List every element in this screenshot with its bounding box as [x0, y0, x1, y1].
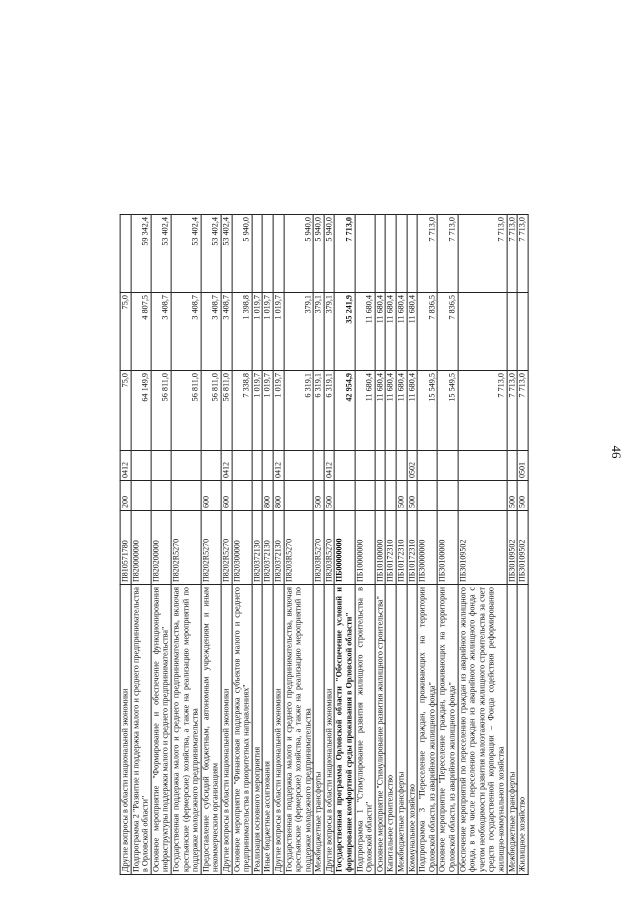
- row-name: Жилищное хозяйство: [517, 585, 528, 875]
- amount-total: 75,0: [120, 371, 131, 451]
- row-name: Основное мероприятие "Переселение граждан, проживающих на территории Орловской области, из аварийного жилищного фонда": [438, 585, 458, 875]
- row-name: Государственная программа Орловской области "Обеспечение условий и формирование комфортной среды проживания в Орловской области": [335, 585, 355, 875]
- amount-federal: 7 713,0: [517, 215, 528, 293]
- row-name: Обеспечение мероприятий по переселению граждан из аварийного жилищного фонда, в том числе переселению граждан из аварийного жилищного фонда с учетом необходимости развития малоэтажного жилищного строительства за счет средств государственной корпорации – Фонда содействия реформированию жилищно-коммунального хозяйства: [458, 585, 507, 875]
- amount-total: 6 319,1: [313, 371, 324, 451]
- table-row: [386, 215, 397, 875]
- amount-total: 6 319,1: [324, 371, 335, 451]
- expense-type: 500: [313, 481, 324, 511]
- amount-regional: 3 408,7: [201, 293, 221, 371]
- expense-type: 800: [262, 481, 273, 511]
- amount-federal: [252, 215, 263, 293]
- target-code: П820200000: [151, 511, 171, 585]
- section-code: [171, 451, 201, 481]
- expense-type: [284, 481, 314, 511]
- amount-regional: 11 680,4: [375, 293, 386, 371]
- amount-federal: 59 342,4: [131, 215, 151, 293]
- amount-total: 1 019,7: [262, 371, 273, 451]
- amount-regional: 379,1: [324, 293, 335, 371]
- row-name: Предоставление субсидий бюджетным, автономным учреждениям и иным некоммерческим организациям: [201, 585, 221, 875]
- table-row: [458, 215, 507, 875]
- target-code: ПБ10100000: [375, 511, 386, 585]
- section-code: [284, 451, 314, 481]
- amount-regional: 11 680,4: [407, 293, 418, 371]
- row-name: Основное мероприятие "Финансовая поддержка субъектов малого и среднего предпринимательства в приоритетных направлениях": [232, 585, 252, 875]
- row-name: Другие вопросы в области национальной экономики: [324, 585, 335, 875]
- row-name: Коммунальное хозяйство: [407, 585, 418, 875]
- target-code: П8202R5270: [201, 511, 221, 585]
- expense-type: 600: [201, 481, 221, 511]
- table-row: [517, 215, 528, 875]
- expense-type: 500: [396, 481, 407, 511]
- amount-regional: 1 019,7: [262, 293, 273, 371]
- amount-regional: 35 241,9: [335, 293, 355, 371]
- amount-total: 11 680,4: [396, 371, 407, 451]
- amount-federal: 5 940,0: [324, 215, 335, 293]
- table-row: [417, 215, 437, 875]
- expense-type: [386, 481, 397, 511]
- amount-federal: 53 402,4: [221, 215, 232, 293]
- section-code: 0412: [120, 451, 131, 481]
- table-row: [171, 215, 201, 875]
- table-row: [438, 215, 458, 875]
- target-code: ПБ10000000: [355, 511, 375, 585]
- target-code: П8202R5270: [221, 511, 232, 585]
- row-name: Межбюджетные трансферты: [507, 585, 518, 875]
- section-code: 0412: [221, 451, 232, 481]
- amount-total: 15 549,5: [438, 371, 458, 451]
- target-code: П820372130: [273, 511, 284, 585]
- section-code: 0502: [407, 451, 418, 481]
- amount-regional: 1 398,8: [232, 293, 252, 371]
- amount-federal: 7 713,0: [507, 215, 518, 293]
- table-row: [221, 215, 232, 875]
- target-code: П810571780: [120, 511, 131, 585]
- target-code: ПБ30109502: [458, 511, 507, 585]
- amount-federal: 7 713,0: [335, 215, 355, 293]
- amount-regional: 1 019,7: [273, 293, 284, 371]
- amount-federal: 7 713,0: [417, 215, 437, 293]
- row-name: Иные бюджетные ассигнования: [262, 585, 273, 875]
- table-row: [232, 215, 252, 875]
- expense-type: [438, 481, 458, 511]
- budget-table-container: [120, 215, 529, 875]
- section-code: 0501: [517, 451, 528, 481]
- section-code: [201, 451, 221, 481]
- row-name: Основное мероприятие "Стимулирование развития жилищного строительства": [375, 585, 386, 875]
- section-code: [262, 451, 273, 481]
- amount-total: 42 954,9: [335, 371, 355, 451]
- row-name: Государственная поддержка малого и среднего предпринимательства, включая крестьянские (фермерские) хозяйства, а также на реализацию мероприятий по поддержке молодежного предпринимательства: [284, 585, 314, 875]
- amount-federal: [120, 215, 131, 293]
- row-name: Подпрограмма 2 "Развитие и поддержка малого и среднего предпринимательства в Орловской области": [131, 585, 151, 875]
- row-name: Другие вопросы в области национальной экономики: [273, 585, 284, 875]
- amount-regional: 7 836,5: [417, 293, 437, 371]
- amount-federal: 5 940,0: [232, 215, 252, 293]
- row-name: Другие вопросы в области национальной экономики: [221, 585, 232, 875]
- expense-type: [151, 481, 171, 511]
- row-name: Межбюджетные трансферты: [313, 585, 324, 875]
- table-row: [355, 215, 375, 875]
- target-code: ПБ00000000: [335, 511, 355, 585]
- section-code: [386, 451, 397, 481]
- budget-table: [120, 214, 529, 875]
- section-code: [396, 451, 407, 481]
- amount-total: 7 713,0: [458, 371, 507, 451]
- row-name: Подпрограмма 3 "Переселение граждан, проживающих на территории Орловской области, из аварийного жилищного фонда": [417, 585, 437, 875]
- row-name: Государственная поддержка малого и среднего предпринимательства, включая крестьянские (фермерские) хозяйства, а также на реализацию мероприятий по поддержке молодежного предпринимательства: [171, 585, 201, 875]
- amount-federal: 7 713,0: [458, 215, 507, 293]
- amount-regional: 379,1: [313, 293, 324, 371]
- amount-total: 1 019,7: [252, 371, 263, 451]
- table-row: [507, 215, 518, 875]
- amount-total: 56 811,0: [221, 371, 232, 451]
- table-row: [396, 215, 407, 875]
- amount-federal: [355, 215, 375, 293]
- amount-federal: [273, 215, 284, 293]
- section-code: [438, 451, 458, 481]
- amount-total: 64 149,9: [131, 371, 151, 451]
- table-row: [284, 215, 314, 875]
- row-name: Подпрограмма 1 "Стимулирование развития жилищного строительства в Орловской области": [355, 585, 375, 875]
- amount-regional: [507, 293, 518, 371]
- amount-federal: 5 940,0: [284, 215, 314, 293]
- amount-federal: [262, 215, 273, 293]
- expense-type: [252, 481, 263, 511]
- expense-type: [131, 481, 151, 511]
- expense-type: [335, 481, 355, 511]
- target-code: ПБ10172310: [407, 511, 418, 585]
- amount-regional: [458, 293, 507, 371]
- table-row: [273, 215, 284, 875]
- target-code: П8202R5270: [171, 511, 201, 585]
- amount-total: 56 811,0: [151, 371, 171, 451]
- page-number: 46: [609, 445, 624, 459]
- expense-type: 500: [507, 481, 518, 511]
- amount-regional: [517, 293, 528, 371]
- amount-regional: 3 408,7: [221, 293, 232, 371]
- amount-regional: 11 680,4: [386, 293, 397, 371]
- section-code: [417, 451, 437, 481]
- amount-federal: 53 402,4: [171, 215, 201, 293]
- table-body: [120, 215, 528, 875]
- amount-regional: 3 408,7: [171, 293, 201, 371]
- amount-federal: [407, 215, 418, 293]
- amount-total: 1 019,7: [273, 371, 284, 451]
- target-code: П8203R5270: [313, 511, 324, 585]
- row-name: Основное мероприятие "Формирование и обеспечение функционирования инфраструктуры поддержки малого и среднего предпринимательства": [151, 585, 171, 875]
- expense-type: [355, 481, 375, 511]
- amount-federal: [386, 215, 397, 293]
- table-row: [151, 215, 171, 875]
- expense-type: [232, 481, 252, 511]
- amount-total: 15 549,5: [417, 371, 437, 451]
- section-code: [355, 451, 375, 481]
- table-row: [262, 215, 273, 875]
- expense-type: 500: [407, 481, 418, 511]
- row-name: Реализация основного мероприятия: [252, 585, 263, 875]
- target-code: ПБ10172310: [396, 511, 407, 585]
- section-code: [232, 451, 252, 481]
- table-row: [120, 215, 131, 875]
- amount-total: 7 713,0: [507, 371, 518, 451]
- table-row: [324, 215, 335, 875]
- expense-type: 500: [324, 481, 335, 511]
- expense-type: 800: [273, 481, 284, 511]
- amount-total: 7 338,8: [232, 371, 252, 451]
- table-row: [252, 215, 263, 875]
- amount-total: 56 811,0: [171, 371, 201, 451]
- amount-regional: 7 836,5: [438, 293, 458, 371]
- section-code: [458, 451, 507, 481]
- section-code: [252, 451, 263, 481]
- target-code: П820372130: [252, 511, 263, 585]
- amount-total: 11 680,4: [375, 371, 386, 451]
- expense-type: [375, 481, 386, 511]
- table-row: [375, 215, 386, 875]
- section-code: [335, 451, 355, 481]
- amount-total: 11 680,4: [386, 371, 397, 451]
- expense-type: 500: [517, 481, 528, 511]
- amount-regional: 75,0: [120, 293, 131, 371]
- amount-regional: 11 680,4: [355, 293, 375, 371]
- row-name: Капитальное строительство: [386, 585, 397, 875]
- amount-total: 11 680,4: [407, 371, 418, 451]
- amount-federal: [396, 215, 407, 293]
- target-code: П820000000: [131, 511, 151, 585]
- section-code: [131, 451, 151, 481]
- target-code: ПБ30109502: [507, 511, 518, 585]
- amount-total: 56 811,0: [201, 371, 221, 451]
- amount-total: 7 713,0: [517, 371, 528, 451]
- amount-federal: 7 713,0: [438, 215, 458, 293]
- expense-type: [458, 481, 507, 511]
- amount-regional: 379,1: [284, 293, 314, 371]
- section-code: [375, 451, 386, 481]
- amount-regional: 11 680,4: [396, 293, 407, 371]
- table-row: [201, 215, 221, 875]
- expense-type: [417, 481, 437, 511]
- expense-type: [171, 481, 201, 511]
- amount-regional: 3 408,7: [151, 293, 171, 371]
- expense-type: 200: [120, 481, 131, 511]
- amount-regional: 1 019,7: [252, 293, 263, 371]
- table-row: [407, 215, 418, 875]
- section-code: 0412: [324, 451, 335, 481]
- table-row: [131, 215, 151, 875]
- target-code: ПБ30100000: [438, 511, 458, 585]
- amount-total: 6 319,1: [284, 371, 314, 451]
- table-row: [313, 215, 324, 875]
- row-name: Другие вопросы в области национальной экономики: [120, 585, 131, 875]
- target-code: П820300000: [232, 511, 252, 585]
- section-code: [507, 451, 518, 481]
- amount-regional: 4 807,5: [131, 293, 151, 371]
- amount-federal: 53 402,4: [151, 215, 171, 293]
- amount-federal: [375, 215, 386, 293]
- expense-type: 600: [221, 481, 232, 511]
- target-code: П8203R5270: [324, 511, 335, 585]
- amount-federal: 5 940,0: [313, 215, 324, 293]
- section-code: [151, 451, 171, 481]
- target-code: ПБ30000000: [417, 511, 437, 585]
- target-code: П820372130: [262, 511, 273, 585]
- section-code: 0412: [273, 451, 284, 481]
- amount-total: 11 680,4: [355, 371, 375, 451]
- target-code: ПБ10172310: [386, 511, 397, 585]
- amount-federal: 53 402,4: [201, 215, 221, 293]
- target-code: ПБ30109502: [517, 511, 528, 585]
- row-name: Межбюджетные трансферты: [396, 585, 407, 875]
- target-code: П8203R5270: [284, 511, 314, 585]
- section-code: [313, 451, 324, 481]
- table-row: [335, 215, 355, 875]
